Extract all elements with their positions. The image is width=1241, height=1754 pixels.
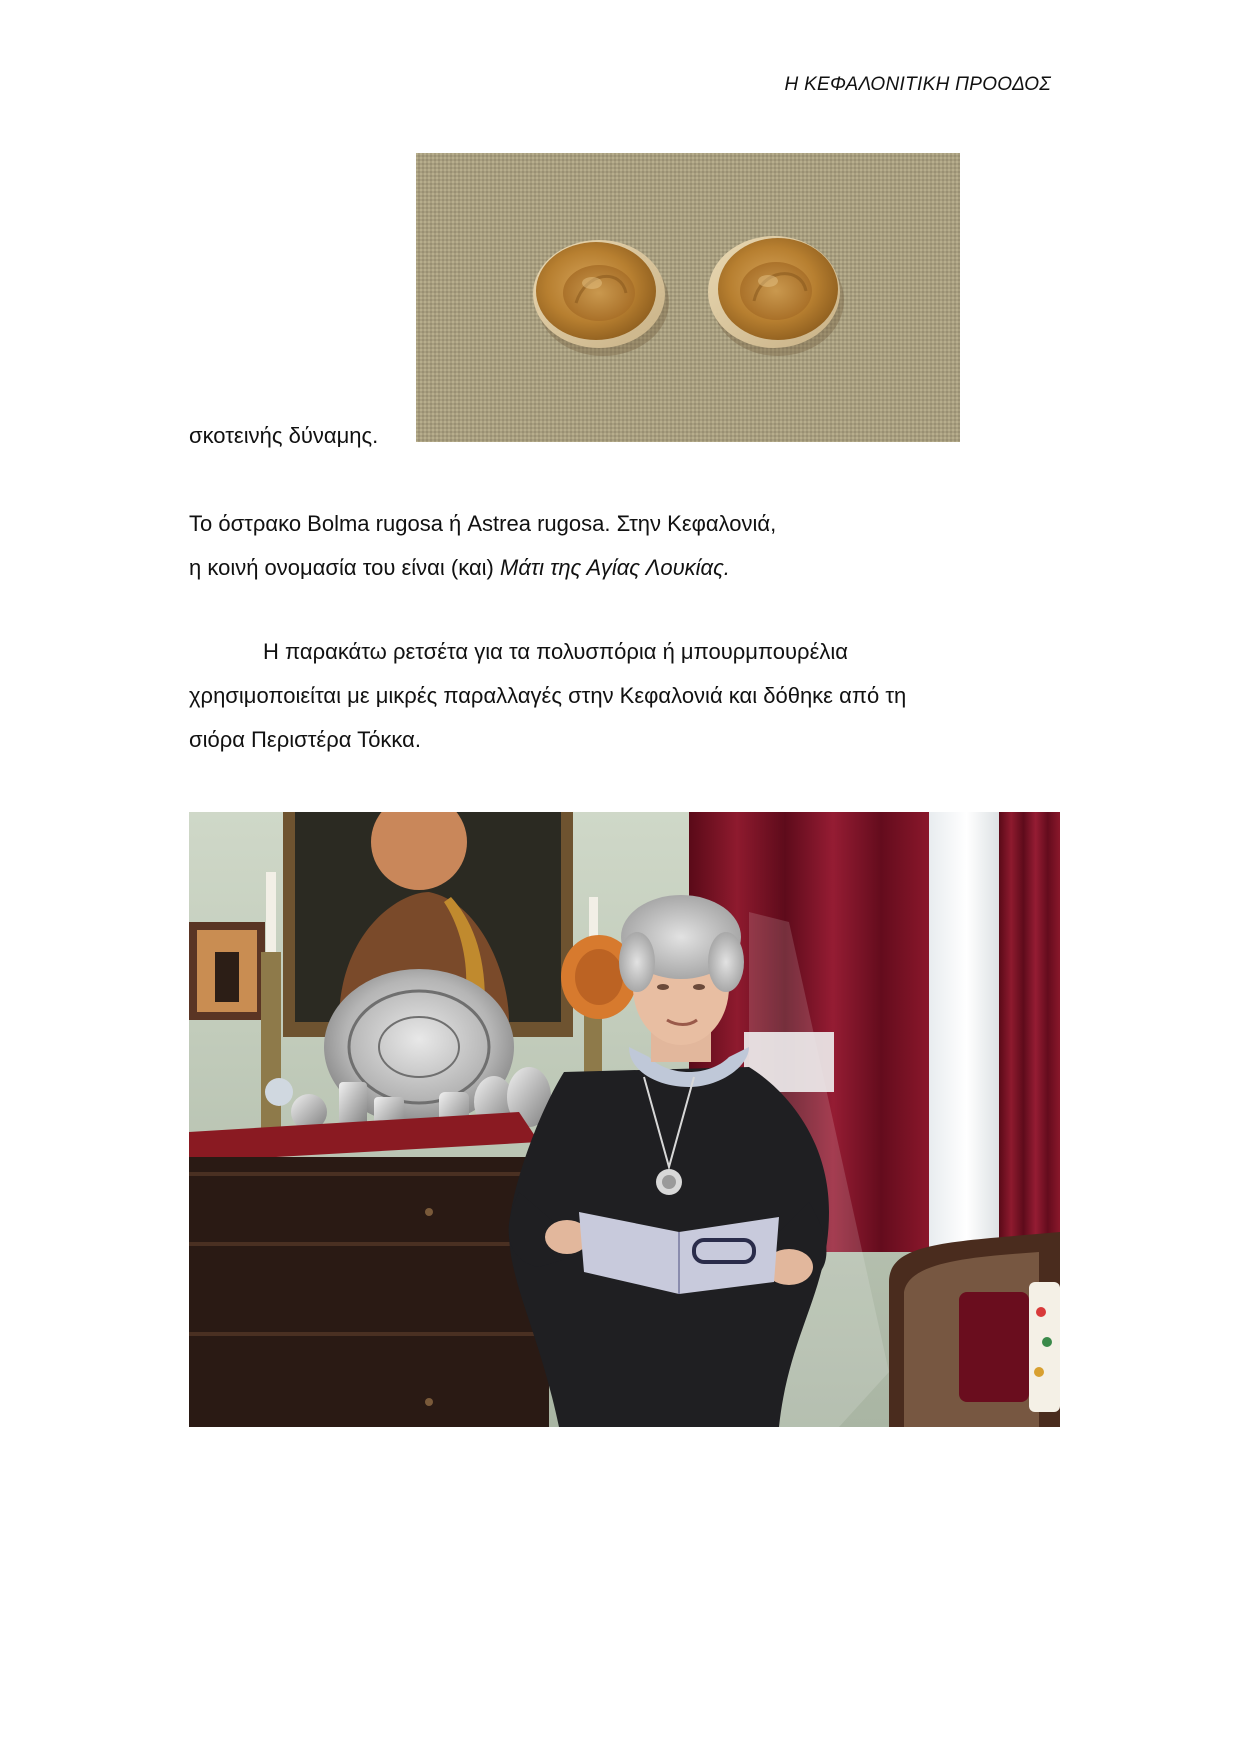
- woman-photo: [189, 812, 1060, 1427]
- shell-paragraph-line-2-plain: η κοινή ονομασία του είναι (και): [189, 555, 500, 580]
- shell-paragraph: [189, 502, 1069, 590]
- running-header: Η ΚΕΦΑΛΟΝΙΤΙΚΗ ΠΡΟΟΔΟΣ: [784, 74, 1051, 95]
- recipe-paragraph-line-3: σιόρα Περιστέρα Τόκκα.: [189, 727, 421, 752]
- recipe-paragraph-line-1: Η παρακάτω ρετσέτα για τα πολυσπόρια ή μπουρμπουρέλια: [263, 639, 848, 664]
- recipe-paragraph-line-2: χρησιμοποιείται με μικρές παραλλαγές στην Κεφαλονιά και δόθηκε από τη: [189, 683, 907, 708]
- shell-opercula-image: [416, 153, 960, 442]
- shell-paragraph-line-2-italic: Μάτι της Αγίας Λουκίας.: [500, 555, 730, 580]
- text-fragment: σκοτεινής δύναμης.: [189, 423, 379, 448]
- shell-paragraph-line-2: [189, 546, 1069, 590]
- recipe-paragraph: [189, 630, 1069, 762]
- shell-paragraph-line-1: Το όστρακο Bolma rugosa ή Astrea rugosa. Στην Κεφαλονιά,: [189, 511, 777, 536]
